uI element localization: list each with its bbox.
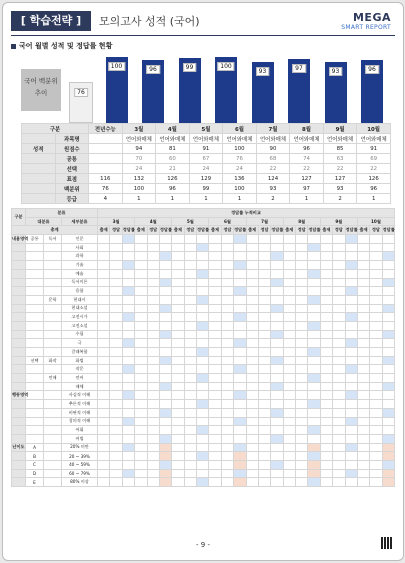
table-row: 창의적 이해	[12, 417, 395, 426]
header	[11, 11, 395, 33]
accuracy-table: 구분 분류 정답률 누적비교 대분류 세부분류 3월 4월 5월 6월 7월 8월 9월 10월 총계 출제 정답 정답률 출제 정답 정답률 출제 정답 정답률 출제 정답 정답률 출제 정답 정답률 출제 정답 정답률 출제 정답 정답률 출제 정답 정답률 내용영역 공통 독서 인문 사회 과학 기술 예술 독서이론 융합 문학 현대시 현대소설 고전시가 고전소설 수필 극 갈래복합 선택 화작 화법 작문 언매 언어 매체 행동영역 사실적 이해 추론적 이해 비판적 이해 창의적 이해 어휘 어법 난이도 A 20% 미만 B 20 ~ 39% C 40 ~ 59% D 60 ~ 79% E 80% 이상	[12, 209, 395, 485]
subject-cell: 언어와매체	[122, 134, 156, 144]
month-header: 3월	[122, 124, 156, 134]
chart-bar	[142, 60, 164, 123]
score-cell: 132	[122, 174, 156, 184]
table-row: C 40 ~ 59%	[12, 460, 395, 469]
table-row: 언매 언어	[12, 374, 395, 383]
score-cell: 4	[89, 194, 123, 204]
table-row: 어휘	[12, 426, 395, 435]
score-cell: 2	[323, 194, 357, 204]
month-header: 8월	[290, 124, 324, 134]
score-cell: 100	[223, 184, 257, 194]
score-cell: 129	[189, 174, 223, 184]
score-cell: 93	[323, 184, 357, 194]
score-cell	[89, 164, 123, 174]
subject-cell: 언어와매체	[323, 134, 357, 144]
score-cell: 22	[323, 164, 357, 174]
chart-bar	[361, 60, 383, 123]
score-cell	[89, 144, 123, 154]
score-cell: 1	[122, 194, 156, 204]
month-header: 4월	[135, 217, 172, 226]
score-cell: 96	[156, 184, 190, 194]
month-header: 8월	[283, 217, 320, 226]
month-header: 5월	[189, 124, 223, 134]
table-row: 사회	[12, 243, 395, 252]
table-row: 과학	[12, 252, 395, 261]
table-row: D 60 ~ 79%	[12, 469, 395, 478]
chart-data-label: 76	[74, 88, 88, 97]
chart-data-label: 100	[217, 62, 234, 71]
chart-ylabel: 국어 백분위 추이	[21, 69, 61, 111]
table-row: 작문	[12, 365, 395, 374]
table-row: 융합	[12, 287, 395, 296]
chart-data-label: 97	[292, 64, 306, 73]
score-cell	[89, 154, 123, 164]
header-divider	[11, 35, 395, 36]
subject-cell: 언어와매체	[290, 134, 324, 144]
score-cell: 1	[290, 194, 324, 204]
subject-cell: 언어와매체	[189, 134, 223, 144]
score-cell: 126	[156, 174, 190, 184]
month-header: 9월	[320, 217, 357, 226]
score-cell: 91	[357, 144, 391, 154]
score-cell: 70	[122, 154, 156, 164]
subject-cell: 언어와매체	[223, 134, 257, 144]
table-row: 행동영역 사실적 이해	[12, 391, 395, 400]
month-header: 6월	[223, 124, 257, 134]
score-cell: 136	[223, 174, 257, 184]
month-header: 5월	[172, 217, 209, 226]
table-row: 비판적 이해	[12, 408, 395, 417]
table-row: 예술	[12, 269, 395, 278]
score-cell: 94	[122, 144, 156, 154]
table-row: E 80% 이상	[12, 478, 395, 487]
score-cell: 24	[223, 164, 257, 174]
table-row: 어법	[12, 434, 395, 443]
score-cell: 69	[357, 154, 391, 164]
score-cell: 2	[256, 194, 290, 204]
brand-logo: MEGA SMART REPORT	[341, 11, 391, 31]
score-cell: 1	[223, 194, 257, 204]
table-row: 갈래복합	[12, 348, 395, 357]
score-cell: 99	[189, 184, 223, 194]
month-header: 전년수능	[89, 124, 123, 134]
table-row: 내용영역 공통 독서 인문	[12, 235, 395, 244]
score-cell: 22	[290, 164, 324, 174]
report-page	[2, 2, 404, 561]
score-cell: 81	[156, 144, 190, 154]
chart-data-label: 96	[365, 65, 379, 74]
subject-cell: 언어와매체	[357, 134, 391, 144]
score-cell: 85	[323, 144, 357, 154]
month-header: 구분	[22, 124, 89, 134]
chart-data-label: 93	[329, 67, 343, 76]
table-row: 고전시가	[12, 313, 395, 322]
score-cell: 91	[189, 144, 223, 154]
score-cell: 68	[256, 154, 290, 164]
month-header: 6월	[209, 217, 246, 226]
chart-bar	[288, 59, 310, 123]
table-row: 현대소설	[12, 304, 395, 313]
chart-data-label: 96	[146, 65, 160, 74]
table-row: 추론적 이해	[12, 400, 395, 409]
subject-cell	[89, 134, 123, 144]
table-row: 선택 화작 화법	[12, 356, 395, 365]
section-tag: [ 학습전략 ]	[11, 11, 91, 31]
score-cell: 63	[323, 154, 357, 164]
month-header: 4월	[156, 124, 190, 134]
score-cell: 1	[357, 194, 391, 204]
subject-cell: 언어와매체	[256, 134, 290, 144]
chart-bar	[106, 57, 128, 123]
score-cell: 126	[357, 174, 391, 184]
chart-data-label: 99	[183, 63, 197, 72]
score-cell: 22	[256, 164, 290, 174]
table-row: 수필	[12, 330, 395, 339]
score-cell: 1	[156, 194, 190, 204]
score-table: 구분 전년수능 3월 4월 5월 6월 7월 8월 9월 10월 과목명 언어와매체 언어와매체 언어와매체 언어와매체 언어와매체 언어와매체 언어와매체 언어와매체 성적 원점수 94 81 91 100 90 96 85 91 공통 70 60 67 76 68 74 63 69 선택 24 21 24 24 22 22 22 22 표점 116 132 126 129 136 124 127 127 126 백분위 76 100 96 99 100 93 97 93 96 등급 4 1 1 1 1 2 1 2 1	[21, 123, 391, 204]
table-row: B 20 ~ 39%	[12, 452, 395, 461]
table-row: 독서이론	[12, 278, 395, 287]
month-header: 7월	[246, 217, 283, 226]
month-header: 10월	[357, 124, 391, 134]
score-cell: 21	[156, 164, 190, 174]
table-row: 극	[12, 339, 395, 348]
month-header: 3월	[98, 217, 135, 226]
chart-bar	[179, 58, 201, 123]
score-cell: 100	[122, 184, 156, 194]
chart-bar	[215, 57, 237, 123]
score-cell: 76	[223, 154, 257, 164]
score-cell: 116	[89, 174, 123, 184]
table-row: 기술	[12, 261, 395, 270]
score-cell: 76	[89, 184, 123, 194]
chart-bar	[252, 62, 274, 123]
month-header: 9월	[323, 124, 357, 134]
month-header: 10월	[357, 217, 394, 226]
score-cell: 74	[290, 154, 324, 164]
score-cell: 90	[256, 144, 290, 154]
score-cell: 127	[290, 174, 324, 184]
month-header: 7월	[256, 124, 290, 134]
chart-data-label: 93	[256, 67, 270, 76]
page-title: 모의고사 성적 (국어)	[99, 15, 200, 28]
chart-bar	[69, 82, 93, 123]
score-cell: 100	[223, 144, 257, 154]
score-cell: 96	[290, 144, 324, 154]
score-cell: 93	[256, 184, 290, 194]
table-row: 문학 현대시	[12, 295, 395, 304]
score-cell: 22	[357, 164, 391, 174]
square-bullet-icon	[11, 44, 16, 49]
qr-code-icon	[381, 537, 393, 549]
chart-bar	[325, 62, 347, 123]
score-cell: 67	[189, 154, 223, 164]
score-cell: 24	[122, 164, 156, 174]
score-cell: 96	[357, 184, 391, 194]
score-cell: 24	[189, 164, 223, 174]
table-row: 고전소설	[12, 321, 395, 330]
score-cell: 127	[323, 174, 357, 184]
score-cell: 97	[290, 184, 324, 194]
page-number: - 9 -	[196, 541, 210, 549]
table-row: 매체	[12, 382, 395, 391]
section-title: 국어 월별 성적 및 정답률 현황	[11, 41, 112, 51]
score-cell: 1	[189, 194, 223, 204]
score-cell: 124	[256, 174, 290, 184]
table-row: 난이도 A 20% 미만	[12, 443, 395, 452]
score-cell: 60	[156, 154, 190, 164]
subject-cell: 언어와매체	[156, 134, 190, 144]
percentile-bar-chart	[21, 51, 391, 123]
chart-data-label: 100	[108, 62, 125, 71]
